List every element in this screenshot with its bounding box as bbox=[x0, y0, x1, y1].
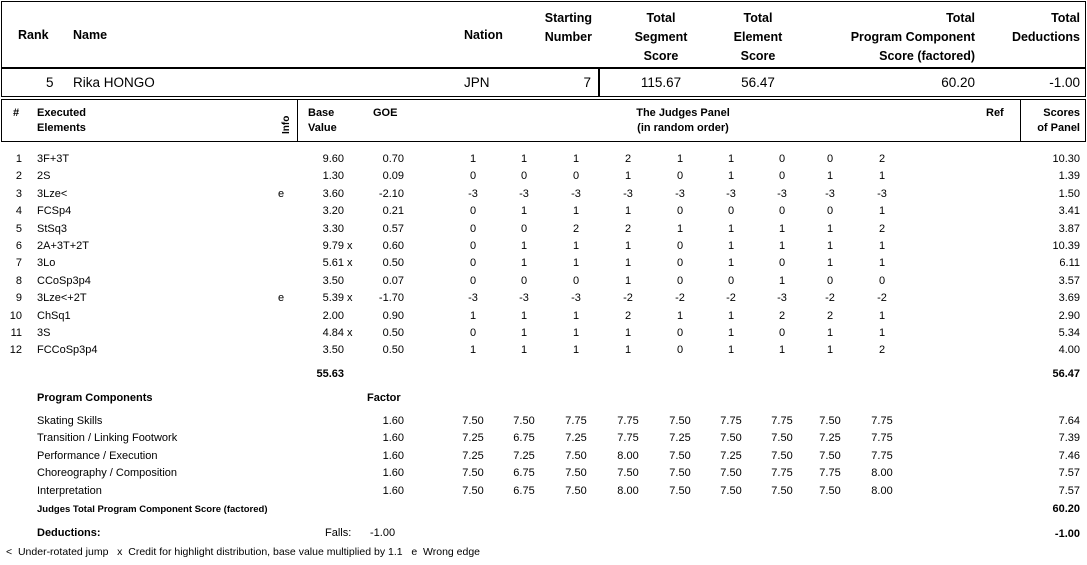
element-number: 12 bbox=[9, 344, 22, 357]
judge-score: 1 bbox=[572, 240, 580, 252]
component-name: Transition / Linking Footwork bbox=[37, 432, 178, 445]
judge-score: 2 bbox=[778, 309, 786, 322]
rank-header: Rank bbox=[18, 28, 49, 42]
judge-score: -2 bbox=[675, 292, 685, 305]
element-number: 8 bbox=[15, 274, 22, 287]
judge-component-score: 7.50 bbox=[462, 484, 484, 497]
element-goe: -1.70 bbox=[378, 292, 404, 305]
element-goe: 0.50 bbox=[382, 327, 404, 339]
base-header: Base Value bbox=[308, 107, 337, 134]
judge-component-score: 7.50 bbox=[771, 432, 793, 445]
judge-component-score: 7.50 bbox=[462, 467, 484, 480]
judge-score: 1 bbox=[826, 344, 834, 357]
element-goe: 0.21 bbox=[382, 205, 404, 218]
base-total: 55.63 bbox=[316, 368, 344, 380]
judge-score: 2 bbox=[826, 309, 834, 322]
judge-component-score: 7.50 bbox=[669, 484, 691, 497]
judge-score: 1 bbox=[778, 240, 786, 252]
judge-score: 1 bbox=[624, 240, 632, 252]
element-name: FCSp4 bbox=[37, 205, 72, 218]
element-goe: 0.50 bbox=[382, 257, 404, 270]
judge-score: 1 bbox=[572, 344, 580, 357]
judge-score: 1 bbox=[778, 222, 786, 235]
judge-score: -3 bbox=[675, 187, 685, 200]
judge-score: 0 bbox=[469, 222, 477, 235]
judge-component-score: 7.75 bbox=[565, 415, 587, 427]
judge-score: 1 bbox=[727, 309, 735, 322]
judge-component-score: 7.50 bbox=[565, 467, 587, 480]
judge-score: 1 bbox=[520, 153, 528, 165]
skater-deductions: -1.00 bbox=[1049, 75, 1080, 90]
judge-score: 0 bbox=[676, 344, 684, 357]
element-base-value: 4.84 bbox=[322, 327, 344, 339]
elements-box-top bbox=[1, 99, 1086, 100]
elements-box-bottom bbox=[1, 141, 1086, 142]
element-goe: 0.50 bbox=[382, 344, 404, 357]
component-score: 7.46 bbox=[1058, 449, 1080, 462]
judge-component-score: 7.75 bbox=[617, 415, 639, 427]
judge-component-score: 8.00 bbox=[617, 449, 639, 462]
judge-score: 0 bbox=[572, 274, 580, 287]
judge-score: 1 bbox=[520, 344, 528, 357]
element-name: 2A+3T+2T bbox=[37, 240, 89, 252]
element-name: ChSq1 bbox=[37, 309, 71, 322]
deductions-header: Total Deductions bbox=[1011, 11, 1080, 44]
judge-score: 1 bbox=[572, 153, 580, 165]
element-panel-score: 3.41 bbox=[1058, 205, 1080, 218]
judge-score: 0 bbox=[676, 274, 684, 287]
judge-component-score: 7.50 bbox=[669, 415, 691, 427]
judge-component-score: 8.00 bbox=[617, 484, 639, 497]
footnote: < Under-rotated jump x Credit for highlight distribution, base value multiplied by 1.1 e Wrong edge bbox=[6, 546, 481, 558]
element-goe: 0.09 bbox=[382, 170, 404, 183]
judge-score: 0 bbox=[469, 327, 477, 339]
falls-value: -1.00 bbox=[370, 527, 396, 539]
element-panel-score: 10.30 bbox=[1052, 153, 1080, 165]
judge-score: 1 bbox=[727, 170, 735, 183]
component-name: Skating Skills bbox=[37, 415, 103, 427]
element-total: 56.47 bbox=[1052, 368, 1080, 380]
component-name: Performance / Execution bbox=[37, 449, 158, 462]
judge-score: 0 bbox=[778, 153, 786, 165]
border-bottom bbox=[1, 96, 1086, 97]
judge-component-score: 7.75 bbox=[819, 467, 841, 480]
judge-component-score: 7.25 bbox=[669, 432, 691, 445]
judge-score: 2 bbox=[878, 222, 886, 235]
judge-score: 1 bbox=[878, 327, 886, 339]
info-divider bbox=[297, 99, 298, 141]
judge-component-score: 7.25 bbox=[819, 432, 841, 445]
judge-score: -2 bbox=[726, 292, 736, 305]
judge-score: -3 bbox=[777, 187, 787, 200]
element-number: 7 bbox=[15, 257, 22, 270]
judge-component-score: 7.50 bbox=[462, 415, 484, 427]
element-panel-score: 6.11 bbox=[1059, 257, 1080, 270]
component-score: 7.39 bbox=[1058, 432, 1080, 445]
judge-score: 0 bbox=[778, 257, 786, 270]
judge-component-score: 6.75 bbox=[513, 484, 535, 497]
judge-score: 1 bbox=[778, 344, 786, 357]
judge-component-score: 7.50 bbox=[771, 449, 793, 462]
skater-starting-number: 7 bbox=[583, 75, 591, 90]
judge-score: 1 bbox=[826, 327, 834, 339]
factor-header: Factor bbox=[367, 392, 401, 404]
judge-score: 0 bbox=[469, 205, 477, 218]
tss-header: Total Segment Score bbox=[634, 11, 688, 63]
num-header: # bbox=[13, 107, 20, 119]
judge-score: 1 bbox=[878, 257, 886, 270]
judge-component-score: 7.50 bbox=[669, 449, 691, 462]
element-base-value: 3.60 bbox=[322, 187, 344, 200]
element-name: 3Lze< bbox=[37, 187, 68, 200]
elements-box-left bbox=[1, 99, 2, 141]
judge-component-score: 7.50 bbox=[771, 484, 793, 497]
judge-score: 1 bbox=[727, 240, 735, 252]
component-score: 7.57 bbox=[1058, 484, 1080, 497]
judge-component-score: 7.75 bbox=[771, 467, 793, 480]
judge-score: 1 bbox=[520, 240, 528, 252]
judge-score: 0 bbox=[469, 274, 477, 287]
component-score: 7.64 bbox=[1058, 415, 1080, 427]
element-base-value: 9.79 bbox=[322, 240, 344, 252]
judge-score: -2 bbox=[877, 292, 887, 305]
judge-component-score: 7.75 bbox=[771, 415, 793, 427]
judge-score: -3 bbox=[571, 292, 581, 305]
pcs-total: 60.20 bbox=[1052, 503, 1080, 515]
judge-score: -2 bbox=[825, 292, 835, 305]
border-right bbox=[1085, 1, 1086, 96]
element-number: 3 bbox=[15, 187, 22, 200]
judge-score: 0 bbox=[469, 257, 477, 270]
judge-component-score: 7.75 bbox=[871, 415, 893, 427]
judge-score: 0 bbox=[469, 240, 477, 252]
component-factor: 1.60 bbox=[382, 449, 404, 462]
judge-score: 0 bbox=[676, 327, 684, 339]
elements-box-right bbox=[1085, 99, 1086, 141]
element-panel-score: 3.87 bbox=[1058, 222, 1080, 235]
judge-score: 2 bbox=[572, 222, 580, 235]
falls-label: Falls: bbox=[325, 527, 352, 539]
judge-score: 1 bbox=[520, 205, 528, 218]
judge-score: 0 bbox=[727, 274, 735, 287]
judge-score: 1 bbox=[676, 153, 684, 165]
judge-score: 1 bbox=[727, 153, 735, 165]
element-base-value: 3.20 bbox=[322, 205, 344, 218]
judge-component-score: 7.25 bbox=[462, 449, 484, 462]
judge-score: 0 bbox=[676, 257, 684, 270]
element-name: 2S bbox=[37, 170, 51, 183]
element-name: 3Lze<+2T bbox=[37, 292, 87, 305]
component-score: 7.57 bbox=[1058, 467, 1080, 480]
judge-score: 2 bbox=[878, 344, 886, 357]
deductions-label: Deductions: bbox=[37, 527, 101, 539]
judge-score: -3 bbox=[777, 292, 787, 305]
ref-header: Ref bbox=[986, 107, 1004, 119]
component-factor: 1.60 bbox=[382, 432, 404, 445]
judge-score: 0 bbox=[520, 274, 528, 287]
info-header: Info bbox=[281, 115, 292, 134]
element-number: 5 bbox=[15, 222, 22, 235]
judge-score: 0 bbox=[826, 205, 834, 218]
element-bonus-mark: x bbox=[347, 327, 353, 339]
judge-score: 0 bbox=[878, 274, 886, 287]
judge-score: 1 bbox=[624, 327, 632, 339]
element-base-value: 5.39 bbox=[322, 292, 344, 305]
element-number: 9 bbox=[15, 292, 22, 305]
judge-score: 1 bbox=[520, 327, 528, 339]
judge-component-score: 7.50 bbox=[819, 484, 841, 497]
ref-divider bbox=[1020, 99, 1021, 141]
element-number: 1 bbox=[15, 153, 22, 165]
judge-score: 1 bbox=[826, 170, 834, 183]
judge-score: 0 bbox=[778, 170, 786, 183]
judge-score: -3 bbox=[623, 187, 633, 200]
header-divider bbox=[1, 67, 1086, 69]
element-base-value: 3.50 bbox=[322, 344, 344, 357]
judge-component-score: 7.50 bbox=[720, 467, 742, 480]
judge-score: 1 bbox=[520, 257, 528, 270]
element-number: 2 bbox=[15, 170, 22, 183]
element-goe: 0.90 bbox=[382, 309, 404, 322]
judge-score: 1 bbox=[572, 309, 580, 322]
skater-rank: 5 bbox=[46, 75, 54, 90]
judge-score: 1 bbox=[469, 309, 477, 322]
judge-score: 2 bbox=[624, 309, 632, 322]
judge-component-score: 7.50 bbox=[669, 467, 691, 480]
judge-score: 1 bbox=[878, 240, 886, 252]
element-name: 3Lo bbox=[37, 257, 56, 270]
judge-score: 0 bbox=[826, 153, 834, 165]
element-goe: 0.07 bbox=[382, 274, 404, 287]
element-panel-score: 10.39 bbox=[1052, 240, 1080, 252]
judge-component-score: 7.75 bbox=[871, 432, 893, 445]
judge-score: -3 bbox=[468, 292, 478, 305]
element-panel-score: 5.34 bbox=[1058, 327, 1080, 339]
judge-score: -2 bbox=[623, 292, 633, 305]
element-number: 10 bbox=[9, 309, 22, 322]
judge-score: 1 bbox=[878, 309, 886, 322]
element-panel-score: 4.00 bbox=[1058, 344, 1080, 357]
components-title: Program Components bbox=[37, 392, 153, 404]
element-panel-score: 1.39 bbox=[1058, 170, 1080, 183]
judge-component-score: 7.25 bbox=[462, 432, 484, 445]
element-panel-score: 3.57 bbox=[1058, 274, 1080, 287]
skater-tes: 56.47 bbox=[741, 75, 775, 90]
judge-score: 1 bbox=[520, 309, 528, 322]
element-goe: 0.57 bbox=[382, 222, 404, 235]
pcs-header: Total Program Component Score (factored) bbox=[850, 11, 975, 63]
judge-score: 2 bbox=[624, 153, 632, 165]
element-bonus-mark: x bbox=[347, 240, 353, 252]
judge-score: 1 bbox=[572, 327, 580, 339]
judge-score: 1 bbox=[826, 240, 834, 252]
element-name: 3S bbox=[37, 327, 51, 339]
skater-pcs: 60.20 bbox=[941, 75, 975, 90]
judge-score: 1 bbox=[826, 257, 834, 270]
element-goe: 0.70 bbox=[382, 153, 404, 165]
judge-score: 1 bbox=[624, 257, 632, 270]
judge-score: -3 bbox=[571, 187, 581, 200]
element-base-value: 9.60 bbox=[322, 153, 344, 165]
judge-component-score: 6.75 bbox=[513, 432, 535, 445]
judge-component-score: 7.50 bbox=[819, 449, 841, 462]
judge-score: 2 bbox=[624, 222, 632, 235]
judge-score: 1 bbox=[727, 344, 735, 357]
border-left bbox=[1, 1, 2, 96]
element-info: e bbox=[278, 187, 285, 200]
judge-component-score: 7.25 bbox=[565, 432, 587, 445]
element-name: CCoSp3p4 bbox=[37, 274, 91, 287]
element-panel-score: 1.50 bbox=[1058, 187, 1080, 200]
element-name: FCCoSp3p4 bbox=[37, 344, 98, 357]
judge-score: -3 bbox=[519, 292, 529, 305]
element-name: 3F+3T bbox=[37, 153, 70, 165]
judge-score: -3 bbox=[825, 187, 835, 200]
judge-score: 1 bbox=[727, 257, 735, 270]
judge-component-score: 7.50 bbox=[720, 484, 742, 497]
skater-name: Rika HONGO bbox=[73, 75, 155, 90]
goe-header: GOE bbox=[373, 107, 398, 119]
judge-component-score: 7.50 bbox=[720, 432, 742, 445]
skater-tss: 115.67 bbox=[640, 75, 682, 90]
judge-score: 1 bbox=[778, 274, 786, 287]
judge-component-score: 7.25 bbox=[720, 449, 742, 462]
element-base-value: 3.30 bbox=[322, 222, 344, 235]
element-number: 11 bbox=[10, 327, 22, 339]
judge-component-score: 7.75 bbox=[617, 432, 639, 445]
element-panel-score: 3.69 bbox=[1058, 292, 1080, 305]
judge-component-score: 7.50 bbox=[565, 484, 587, 497]
element-base-value: 1.30 bbox=[322, 170, 344, 183]
judge-score: 0 bbox=[778, 327, 786, 339]
element-panel-score: 2.90 bbox=[1058, 309, 1080, 322]
component-name: Interpretation bbox=[37, 484, 102, 497]
judge-component-score: 7.50 bbox=[819, 415, 841, 427]
element-goe: 0.60 bbox=[382, 240, 404, 252]
judge-score: 0 bbox=[778, 205, 786, 218]
element-info: e bbox=[278, 292, 285, 305]
element-name: StSq3 bbox=[37, 222, 67, 235]
judge-score: 0 bbox=[520, 222, 528, 235]
skater-nation: JPN bbox=[464, 75, 490, 90]
score-divider bbox=[598, 67, 600, 96]
judge-score: -3 bbox=[519, 187, 529, 200]
judge-score: 1 bbox=[727, 222, 735, 235]
judge-score: 0 bbox=[572, 170, 580, 183]
judge-component-score: 6.75 bbox=[513, 467, 535, 480]
starting-number-header: Starting Number bbox=[544, 11, 592, 44]
judge-score: 0 bbox=[826, 274, 834, 287]
component-name: Choreography / Composition bbox=[37, 467, 178, 480]
judges-panel-header: The Judges Panel (in random order) bbox=[636, 107, 730, 134]
judge-score: 1 bbox=[624, 274, 632, 287]
element-goe: -2.10 bbox=[378, 187, 404, 200]
judge-score: 1 bbox=[727, 327, 735, 339]
judge-score: 0 bbox=[727, 205, 735, 218]
judge-score: 1 bbox=[676, 222, 684, 235]
element-base-value: 2.00 bbox=[322, 309, 344, 322]
judge-score: 1 bbox=[624, 344, 632, 357]
judge-score: 1 bbox=[572, 205, 580, 218]
executed-header: Executed Elements bbox=[37, 107, 86, 134]
judge-score: 1 bbox=[878, 205, 886, 218]
judge-score: -3 bbox=[726, 187, 736, 200]
judge-component-score: 7.75 bbox=[720, 415, 742, 427]
judge-score: 0 bbox=[676, 205, 684, 218]
component-factor: 1.60 bbox=[382, 484, 404, 497]
component-factor: 1.60 bbox=[382, 467, 404, 480]
judge-score: 0 bbox=[676, 240, 684, 252]
element-number: 6 bbox=[15, 240, 22, 252]
judge-component-score: 8.00 bbox=[871, 484, 893, 497]
judge-score: 1 bbox=[572, 257, 580, 270]
judge-score: -3 bbox=[468, 187, 478, 200]
element-base-value: 5.61 bbox=[322, 257, 344, 270]
judge-score: 0 bbox=[676, 170, 684, 183]
element-number: 4 bbox=[15, 205, 22, 218]
tes-header: Total Element Score bbox=[733, 11, 783, 63]
nation-header: Nation bbox=[464, 28, 503, 42]
judge-component-score: 7.25 bbox=[513, 449, 535, 462]
judge-score: 1 bbox=[826, 222, 834, 235]
judge-component-score: 7.75 bbox=[871, 449, 893, 462]
judge-score: 2 bbox=[878, 153, 886, 165]
judge-score: 1 bbox=[878, 170, 886, 183]
judge-score: 1 bbox=[624, 170, 632, 183]
judge-score: 1 bbox=[676, 309, 684, 322]
judge-component-score: 7.50 bbox=[513, 415, 535, 427]
deductions-total: -1.00 bbox=[1054, 528, 1080, 540]
judge-score: -3 bbox=[877, 187, 887, 200]
judge-component-score: 7.50 bbox=[565, 449, 587, 462]
judge-score: 1 bbox=[469, 344, 477, 357]
judge-score: 1 bbox=[469, 153, 477, 165]
judge-score: 1 bbox=[624, 205, 632, 218]
judge-score: 0 bbox=[520, 170, 528, 183]
element-bonus-mark: x bbox=[347, 292, 353, 305]
border-top bbox=[1, 1, 1086, 2]
scores-header: Scores of Panel bbox=[1037, 107, 1080, 134]
pcs-total-label: Judges Total Program Component Score (factored) bbox=[37, 504, 268, 515]
component-factor: 1.60 bbox=[382, 415, 404, 427]
judge-score: 0 bbox=[469, 170, 477, 183]
judge-component-score: 7.50 bbox=[617, 467, 639, 480]
element-base-value: 3.50 bbox=[322, 274, 344, 287]
element-bonus-mark: x bbox=[347, 257, 353, 270]
judge-component-score: 8.00 bbox=[871, 467, 893, 480]
name-header: Name bbox=[73, 28, 108, 42]
